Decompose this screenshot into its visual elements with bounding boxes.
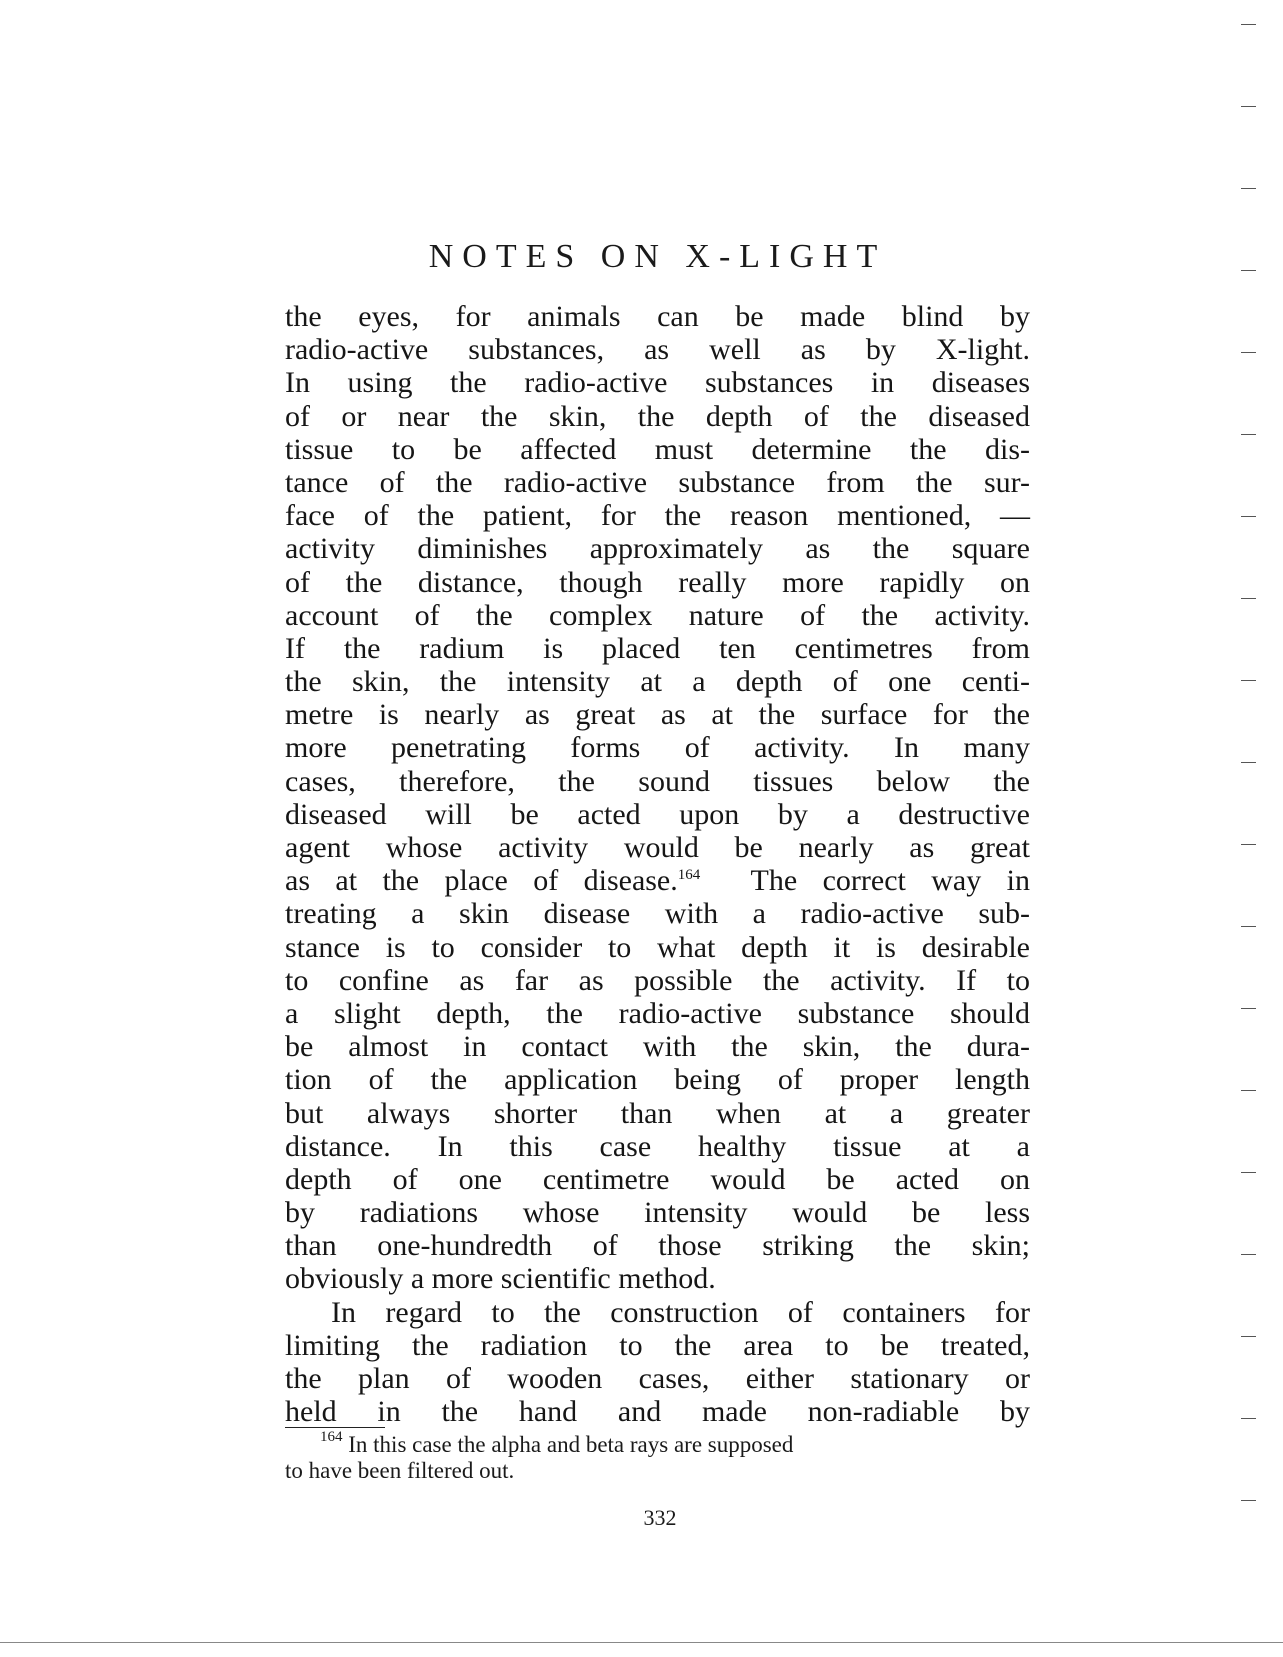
margin-tick bbox=[1241, 1172, 1256, 1173]
footnote-line bbox=[285, 1429, 1030, 1458]
margin-tick bbox=[1241, 24, 1256, 25]
text-line: held in the hand and made non-radiable by bbox=[285, 1395, 1030, 1429]
text-line-with-footnote-ref bbox=[285, 864, 1030, 897]
text-line: of the distance, though really more rapidly on bbox=[285, 565, 1030, 599]
body-text bbox=[285, 300, 1030, 1428]
text-line: tissue to be affected must determine the dis- bbox=[285, 432, 1030, 466]
text-line: of or near the skin, the depth of the diseased bbox=[285, 399, 1030, 433]
margin-tick bbox=[1241, 1008, 1256, 1009]
line-tail: The correct way in bbox=[750, 864, 1030, 898]
text-line: In using the radio-active substances in diseases bbox=[285, 366, 1030, 400]
text-line: the plan of wooden cases, either stationary or bbox=[285, 1362, 1030, 1395]
text-line: agent whose activity would be nearly as great bbox=[285, 831, 1030, 864]
text-line: the skin, the intensity at a depth of one centi- bbox=[285, 665, 1030, 699]
text-line: account of the complex nature of the activity. bbox=[285, 598, 1030, 632]
text-line: than one-hundredth of those striking the skin; bbox=[285, 1229, 1030, 1263]
text-line: more penetrating forms of activity. In many bbox=[285, 731, 1030, 765]
margin-tick bbox=[1241, 1500, 1256, 1501]
margin-tick bbox=[1241, 926, 1256, 927]
margin-tick bbox=[1241, 762, 1256, 763]
text-line: stance is to consider to what depth it is desirable bbox=[285, 930, 1030, 964]
footnote-line: to have been filtered out. bbox=[285, 1458, 515, 1483]
margin-tick bbox=[1241, 434, 1256, 435]
text-line: limiting the radiation to the area to be treated, bbox=[285, 1328, 1030, 1362]
text-line: tion of the application being of proper length bbox=[285, 1063, 1030, 1097]
footnote-text-1: In this case the alpha and beta rays are supposed bbox=[348, 1432, 794, 1457]
margin-tick bbox=[1241, 1090, 1256, 1091]
footnote-number: 164 bbox=[320, 1429, 343, 1445]
text-line: but always shorter than when at a greater bbox=[285, 1096, 1030, 1130]
margin-tick bbox=[1241, 680, 1256, 681]
margin-tick bbox=[1241, 270, 1256, 271]
margin-tick bbox=[1241, 352, 1256, 353]
text-line: diseased will be acted upon by a destructive bbox=[285, 797, 1030, 831]
text-line: by radiations whose intensity would be less bbox=[285, 1196, 1030, 1230]
text-line: face of the patient, for the reason mentioned, — bbox=[285, 499, 1030, 533]
margin-tick bbox=[1241, 1418, 1256, 1419]
text-line: the eyes, for animals can be made blind by bbox=[285, 300, 1030, 333]
text-line: treating a skin disease with a radio-active sub- bbox=[285, 897, 1030, 931]
line-head: as at the place of disease. bbox=[285, 864, 678, 898]
text-line: distance. In this case healthy tissue at a bbox=[285, 1129, 1030, 1163]
text-line: cases, therefore, the sound tissues below the bbox=[285, 764, 1030, 798]
text-line: depth of one centimetre would be acted on bbox=[285, 1162, 1030, 1196]
margin-tick bbox=[1241, 1336, 1256, 1337]
text-line: If the radium is placed ten centimetres from bbox=[285, 631, 1030, 665]
page-number: 332 bbox=[643, 1505, 677, 1530]
margin-tick bbox=[1241, 106, 1256, 107]
margin-tick bbox=[1241, 516, 1256, 517]
footnote-divider bbox=[285, 1427, 385, 1428]
text-line: tance of the radio-active substance from the sur- bbox=[285, 465, 1030, 499]
text-line: a slight depth, the radio-active substance should bbox=[285, 996, 1030, 1030]
scan-margin-ticks bbox=[1223, 0, 1283, 1657]
text-line: obviously a more scientific method. bbox=[285, 1262, 716, 1296]
margin-tick bbox=[1241, 1254, 1256, 1255]
footnote bbox=[285, 1429, 1030, 1484]
scan-bottom-edge bbox=[0, 1642, 1283, 1643]
margin-tick bbox=[1241, 844, 1256, 845]
text-line: be almost in contact with the skin, the dura- bbox=[285, 1030, 1030, 1064]
text-line: activity diminishes approximately as the square bbox=[285, 532, 1030, 566]
paragraph-start-line: In regard to the construction of containers for bbox=[331, 1295, 1030, 1329]
running-head: NOTES ON X-LIGHT bbox=[428, 238, 887, 275]
footnote-reference[interactable]: 164 bbox=[677, 867, 701, 884]
margin-tick bbox=[1241, 598, 1256, 599]
text-line: to confine as far as possible the activity. If to bbox=[285, 963, 1030, 997]
text-line: metre is nearly as great as at the surface for the bbox=[285, 698, 1030, 732]
text-line: radio-active substances, as well as by X-light. bbox=[285, 333, 1030, 367]
margin-tick bbox=[1241, 188, 1256, 189]
